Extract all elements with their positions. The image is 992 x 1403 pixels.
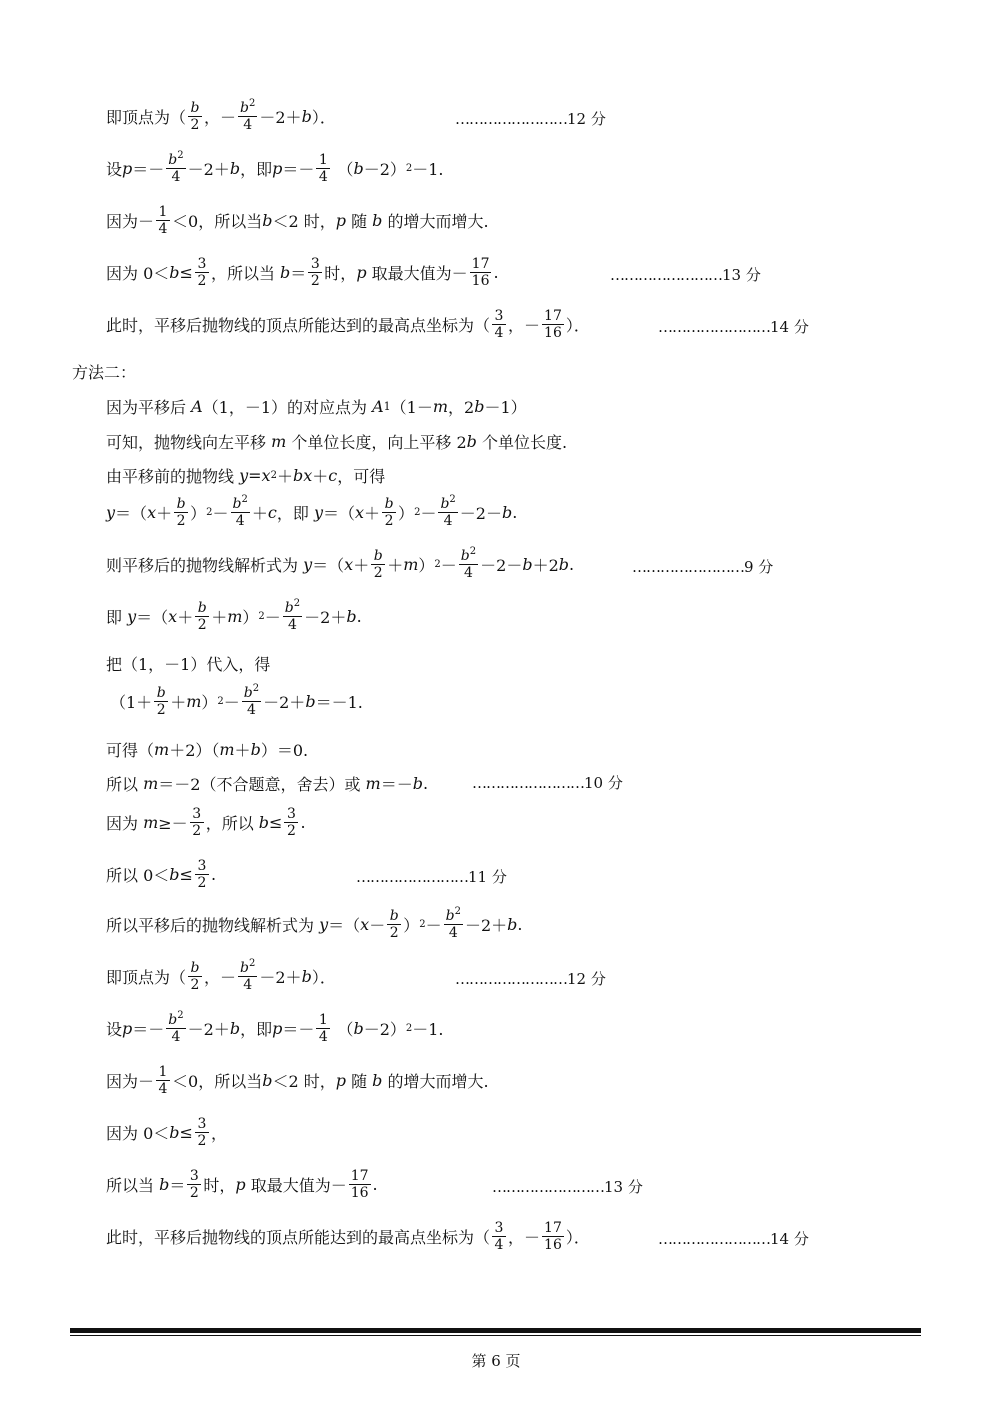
- line-highest-point-1: 此时，平移后抛物线的顶点所能达到的最高点坐标为（ 3 4 ，－ 17 16 ）．: [106, 308, 590, 341]
- page-number: 第 6 页: [471, 1352, 521, 1370]
- score-marker: ……………………10 分: [472, 774, 623, 792]
- score-marker: ……………………13 分: [610, 266, 761, 284]
- line-range-b: 所以 0＜ b ≤ $\frac{3}{2}$ .: [106, 858, 217, 891]
- line-highest-point-2: 此时，平移后抛物线的顶点所能达到的最高点坐标为（ 3 4 ，－ 17 16 ）．: [106, 1220, 590, 1253]
- score-marker: ……………………14 分: [658, 318, 809, 336]
- footer-rule-thick: [70, 1328, 921, 1333]
- line-range-b-2: 因为 0＜ b ≤ $\frac{3}{2}$ ，: [106, 1116, 227, 1149]
- score-marker: ……………………12 分: [455, 110, 606, 128]
- score-marker: ……………………12 分: [455, 970, 606, 988]
- line-set-p-2: 设 p ＝－ $b^2$ 4 －2＋ b ，即 p ＝－ 1 4 （ b －2） 2 －1.: [106, 1010, 444, 1045]
- score-marker: ……………………13 分: [492, 1178, 643, 1196]
- line-substitute: 把（1，－1）代入，得: [106, 655, 271, 674]
- line-vertex-1: 即顶点为（ b 2 ，－ $b^2$ 4 －2＋ b ）．: [106, 98, 336, 133]
- line-original-parabola: 由平移前的抛物线 y = x 2 ＋ bx ＋ c ，可得: [106, 466, 386, 486]
- line-max-1: 因为 0＜ b ≤ $\frac{3}{2}$ ，所以当 b ＝ 3 2 时， p 取最大值为－ 17 16 .: [106, 256, 499, 289]
- line-substituted-equation: （1＋ b 2 ＋ m ） 2 － $b^2$ 4 －2＋ b ＝－1.: [110, 683, 363, 718]
- line-vertex-form: y ＝（ x ＋ b 2 ） 2 － $b^2$ 4 ＋ c ，即 y ＝（ x ＋ b 2 ） 2 － $b^2$ 4 －2－ b .: [106, 494, 518, 529]
- line-translation-desc: 可知，抛物线向左平移 m 个单位长度，向上平移 2 b 个单位长度.: [106, 432, 568, 452]
- line-factored: 可得（ m ＋2）（ m ＋ b ）＝0.: [106, 740, 309, 760]
- line-monotonic-1: 因为－ 1 4 ＜0，所以当 b ＜2 时， p 随 b 的增大而增大.: [106, 204, 489, 237]
- line-solution-m: 所以 m ＝－2（不合题意，舍去）或 m ＝－ b .: [106, 774, 429, 794]
- line-final-expression: 所以平移后的抛物线解析式为 y ＝（ x － b 2 ） 2 － $b^2$ 4 －2＋ b .: [106, 906, 523, 941]
- score-marker: ……………………9 分: [632, 558, 774, 576]
- score-marker: ……………………11 分: [356, 868, 507, 886]
- method-two-heading: 方法二：: [72, 363, 137, 382]
- footer-rule-thin: [70, 1335, 921, 1336]
- line-translation-point: 因为平移后 A （1，－1）的对应点为 A 1 （1－ m ，2 b －1）: [106, 397, 527, 417]
- line-condition-m: 因为 m ≥－ 3 2 ，所以 b ≤ $\frac{3}{2}$ .: [106, 806, 306, 839]
- line-max-2: 所以当 b ＝ 3 2 时， p 取最大值为－ 17 16 .: [106, 1168, 378, 1201]
- line-monotonic-2: 因为－ 1 4 ＜0，所以当 b ＜2 时， p 随 b 的增大而增大.: [106, 1064, 489, 1097]
- score-marker: ……………………14 分: [658, 1230, 809, 1248]
- line-set-p-1: 设 p ＝－ $b^2$ 4 －2＋ b ，即 p ＝－ 1 4 （ b －2） 2 －1.: [106, 150, 444, 185]
- line-translated-expression: 则平移后的抛物线解析式为 y ＝（ x ＋ b 2 ＋ m ） 2 － $b^2$ 4 －2－ b ＋2 b .: [106, 546, 575, 581]
- line-vertex-2: 即顶点为（ b 2 ，－ $b^2$ 4 －2＋ b ）．: [106, 958, 336, 993]
- line-simplified-expression: 即 y ＝（ x ＋ b 2 ＋ m ） 2 － $b^2$ 4 －2＋ b .: [106, 598, 362, 633]
